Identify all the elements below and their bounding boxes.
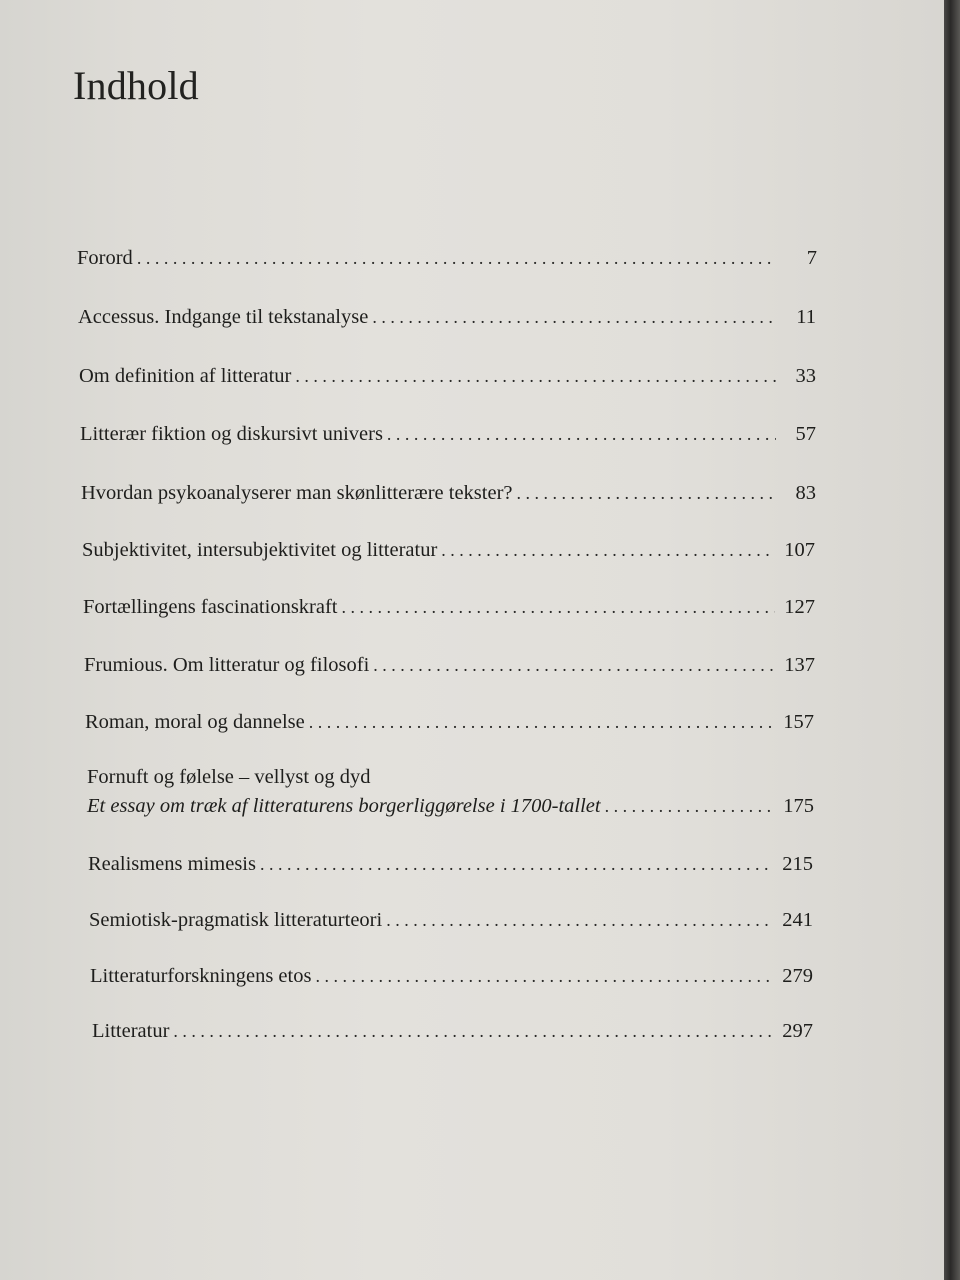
dot-leader xyxy=(173,1022,773,1040)
toc-entry-title: Accessus. Indgange til tekstanalyse xyxy=(78,306,369,328)
toc-entry-page: 215 xyxy=(782,853,813,875)
dot-leader xyxy=(386,911,773,929)
toc-entry-page: 7 xyxy=(806,247,817,269)
toc-entry-title: Om definition af litteratur xyxy=(79,365,292,387)
dot-leader xyxy=(309,713,774,731)
toc-entry-subtitle: Et essay om træk af litteraturens borgerliggørelse i 1700-tallet xyxy=(87,795,601,817)
toc-entry-title: Litterær fiktion og diskursivt univers xyxy=(80,423,383,445)
toc-entry-page: 57 xyxy=(795,423,816,445)
toc-entry-title: Realismens mimesis xyxy=(88,853,256,875)
dot-leader xyxy=(372,308,776,326)
toc-entry-page: 157 xyxy=(783,711,814,733)
toc-entry xyxy=(84,655,815,676)
dot-leader xyxy=(605,797,774,815)
toc-entry-title: Roman, moral og dannelse xyxy=(85,711,305,733)
toc-entry-title: Forord xyxy=(77,247,133,269)
toc-entry xyxy=(77,248,817,269)
toc-entry-page: 241 xyxy=(782,909,813,931)
toc-entry xyxy=(79,366,816,387)
toc-entry-page: 297 xyxy=(782,1020,813,1042)
toc-entry-heading: Fornuft og følelse – vellyst og dyd xyxy=(87,766,371,788)
page-edge-shadow xyxy=(944,0,960,1280)
dot-leader xyxy=(315,967,773,985)
dot-leader xyxy=(342,598,776,616)
toc-entry xyxy=(82,540,815,561)
toc-entry-title: Fortællingens fascinationskraft xyxy=(83,596,338,618)
toc-entry xyxy=(87,796,814,817)
dot-leader xyxy=(373,656,775,674)
toc-entry-page: 279 xyxy=(782,965,813,987)
toc-entry-title: Subjektivitet, intersubjektivitet og litteratur xyxy=(82,539,438,561)
toc-entry xyxy=(81,483,816,504)
dot-leader xyxy=(387,425,776,443)
toc-entry-title: Litteraturforskningens etos xyxy=(90,965,312,987)
dot-leader xyxy=(260,855,773,873)
toc-entry xyxy=(83,597,815,618)
toc-entry xyxy=(89,910,813,931)
toc-entry xyxy=(78,307,816,328)
dot-leader xyxy=(295,367,776,385)
toc-entry-page: 175 xyxy=(783,795,814,817)
page-title: Indhold xyxy=(73,63,199,108)
toc-entry xyxy=(85,712,814,733)
dot-leader xyxy=(137,249,777,267)
toc-entry-page: 137 xyxy=(784,654,815,676)
toc-entry-page: 127 xyxy=(784,596,815,618)
toc-entry-title: Semiotisk-pragmatisk litteraturteori xyxy=(89,909,383,931)
toc-entry-page: 83 xyxy=(795,482,816,504)
toc-entry xyxy=(90,966,813,987)
toc-entry xyxy=(80,424,816,445)
toc-entry xyxy=(88,854,813,875)
toc-entry-page: 107 xyxy=(784,539,815,561)
toc-entry-title: Hvordan psykoanalyserer man skønlitterære tekster? xyxy=(81,482,513,504)
toc-entry-title: Frumious. Om litteratur og filosofi xyxy=(84,654,370,676)
toc-entry-title: Litteratur xyxy=(92,1020,170,1042)
dot-leader xyxy=(517,484,776,502)
toc-entry-page: 11 xyxy=(796,306,816,328)
dot-leader xyxy=(441,541,775,559)
toc-entry xyxy=(92,1021,813,1042)
toc-entry-page: 33 xyxy=(795,365,816,387)
